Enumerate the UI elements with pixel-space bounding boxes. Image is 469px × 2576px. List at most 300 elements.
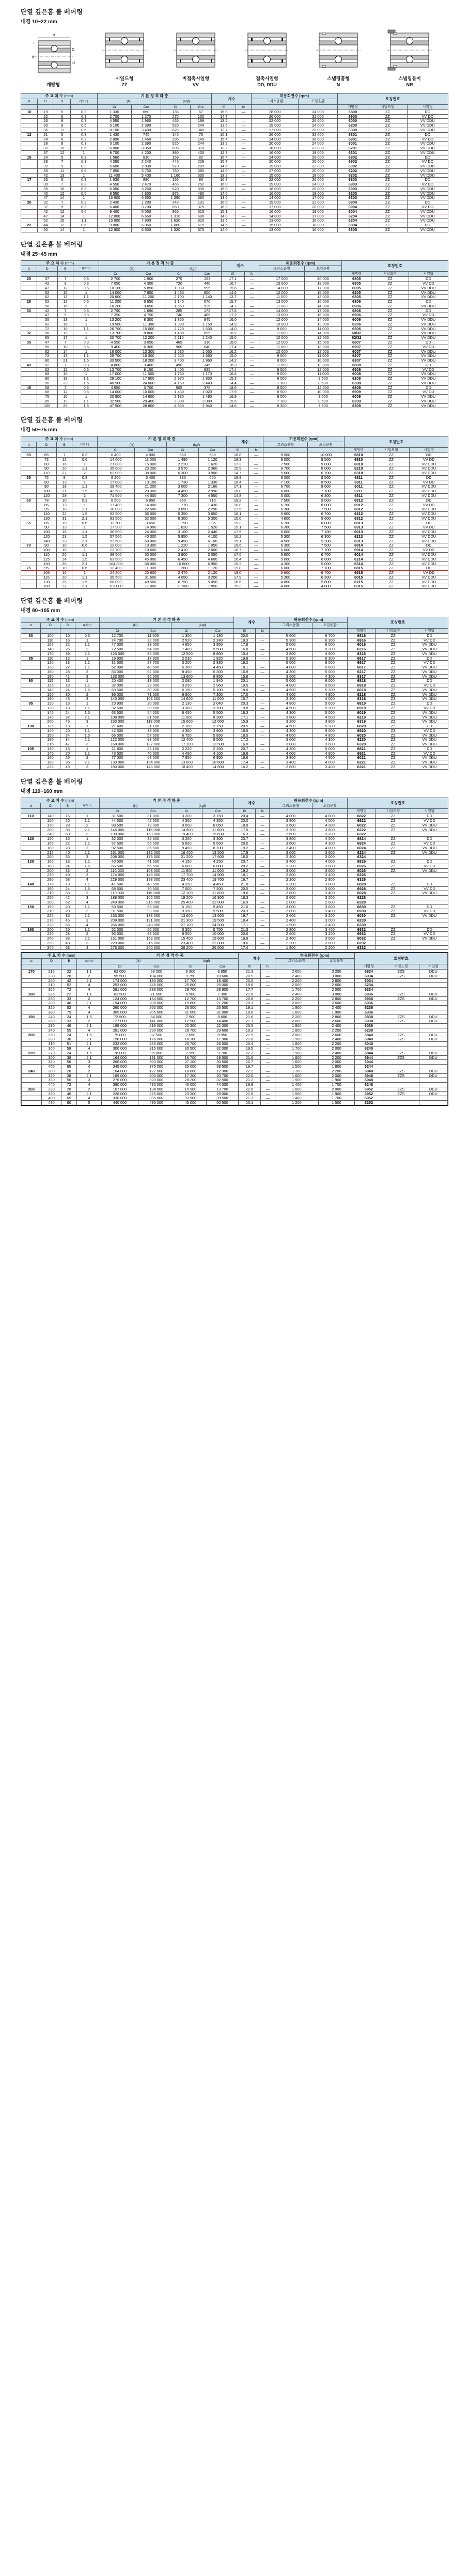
cell-d (21, 457, 37, 462)
cell-code-shield: ZZ (376, 715, 411, 720)
diagram-caption (116, 75, 134, 88)
cell-f0: 14.7 (226, 471, 249, 476)
cell-rpm-oil: 6 000 (312, 679, 347, 683)
cell-r: 0.3 (72, 498, 98, 503)
cell-rpm-oil: 4 500 (312, 651, 347, 656)
cell-code-shield: ZZ (371, 377, 409, 381)
cell-B: 68 (60, 945, 75, 950)
cell-B: 25 (57, 580, 72, 584)
th-code-open: 개방형 (348, 628, 376, 633)
table-row (21, 494, 448, 498)
cell-r: 2 (75, 868, 99, 873)
cell-cr-kgf: 11 800 (171, 868, 202, 873)
th-Cor-kgf: Cor (193, 272, 221, 277)
cell-code-shield: ZZ (371, 395, 409, 399)
cell-d: 17 (21, 178, 38, 182)
cell-code-seal: VV DD (411, 638, 448, 643)
cell-B: 27 (57, 471, 72, 476)
cell-cr-kgf: 28 700 (175, 1028, 207, 1033)
table-row (22, 1001, 448, 1006)
cell-rpm-oil: 5 600 (312, 701, 347, 706)
cell-cor-n: 19 200 (132, 358, 165, 363)
cell-D: 170 (40, 823, 60, 828)
cell-fc: — (249, 552, 263, 557)
cell-code-seal (411, 918, 448, 923)
cell-cr-n: 83 000 (100, 669, 135, 674)
cell-code-seal: VV DDU (409, 322, 448, 326)
cell-fc: — (256, 936, 270, 941)
cell-cor-kgf: 670 (193, 300, 221, 304)
cell-code-open: 6313 (344, 539, 373, 543)
table-body (21, 633, 448, 769)
cell-cor-n: 56 500 (135, 927, 171, 932)
cell-code-shield: ZZS (383, 1014, 419, 1019)
cell-code-shield: ZZ (368, 160, 407, 164)
cell-f0: 17.1 (233, 715, 255, 720)
cell-f0: 18.8 (233, 823, 255, 828)
cell-r: 1.5 (72, 557, 98, 561)
th-load-kgf: (kgf) (171, 803, 233, 809)
cell-D: 165 (40, 841, 60, 846)
cell-rpm-grease: 5 300 (263, 575, 308, 580)
cell-fc: — (244, 395, 259, 399)
cell-code-seal: VV DDU (407, 119, 448, 123)
cell-B: 7 (57, 340, 73, 345)
cell-f0: 17.9 (226, 530, 249, 535)
cell-B: 22 (61, 992, 77, 996)
cell-cr-kgf: 23 400 (171, 941, 202, 945)
section-subtitle: 내경 110~160 mm (21, 788, 63, 794)
cell-code-shield: ZZ (371, 308, 409, 313)
cell-d (21, 580, 37, 584)
cell-fc: — (249, 580, 263, 584)
cell-code-open: 6234 (354, 983, 383, 988)
cell-d: 150 (21, 904, 41, 909)
cell-cor-n: 21 100 (135, 724, 171, 729)
cell-code-open: 6306 (342, 326, 371, 331)
table-row (21, 128, 448, 133)
cell-D: 72 (36, 457, 56, 462)
cell-cor-n: 68 000 (135, 756, 171, 760)
cell-f0: 16.0 (221, 318, 244, 322)
cell-fc: — (244, 290, 259, 295)
th-blank-3 (60, 628, 75, 633)
cell-code-shield: ZZ (368, 168, 407, 173)
cell-B: 32 (60, 715, 75, 720)
cell-cor-n: 43 500 (135, 665, 171, 670)
cell-r: 1.1 (72, 530, 98, 535)
cell-d (21, 936, 41, 941)
cell-cr-kgf: 40 000 (175, 1083, 207, 1087)
cell-d (21, 186, 38, 191)
cell-fc: — (249, 498, 263, 503)
cell-fc: — (256, 923, 270, 927)
cell-code-open: 6318 (348, 697, 376, 701)
cell-code-open: 6003 (337, 186, 368, 191)
cell-d (21, 764, 41, 769)
cell-cor-kgf: 485 (193, 313, 221, 318)
cell-cor-kgf: 1 490 (193, 395, 221, 399)
cell-cor-kgf: 28 900 (207, 988, 239, 992)
cell-f0: 20.1 (238, 1101, 260, 1105)
th-group-codes: 호칭번호 (344, 436, 448, 448)
th-Cor-n: Cor (138, 964, 175, 969)
cell-code-open: 6222 (348, 828, 376, 832)
cell-cor-kgf: 3 650 (199, 512, 226, 517)
cell-fc: — (236, 200, 252, 205)
cell-cr-kgf: 1 490 (167, 457, 199, 462)
cell-r: 0.3 (73, 282, 99, 286)
section-5 (0, 952, 469, 1106)
cell-f0: 20.5 (233, 724, 255, 729)
cell-code-open: 6018 (348, 688, 376, 692)
cell-B: 33 (61, 996, 77, 1001)
cell-cr-n: 146 000 (100, 828, 135, 832)
cell-D: 62 (37, 295, 57, 300)
cell-cor-n: 7 900 (132, 218, 161, 223)
cell-D: 300 (41, 1069, 61, 1073)
cell-code-open: 6803 (337, 178, 368, 182)
cell-code-seal (419, 1047, 447, 1051)
cell-rpm-oil: 8 000 (308, 503, 345, 507)
cell-f0: 21.3 (238, 1096, 260, 1101)
cell-rpm-oil: 2 600 (319, 1033, 355, 1037)
diagram-caption-line1: 시일드형 (115, 76, 134, 81)
cell-f0: 15.3 (221, 377, 244, 381)
cell-cor-n: 118 000 (135, 720, 171, 724)
table-row (21, 110, 448, 114)
cell-B: 12 (54, 150, 70, 155)
cell-code-shield: ZZ (371, 340, 409, 345)
cell-rpm-grease: 2 200 (275, 1014, 318, 1019)
cell-cr-kgf: 1 390 (161, 196, 190, 200)
cell-cor-kgf: 13 700 (207, 996, 239, 1001)
cell-code-shield: ZZS (383, 1051, 419, 1055)
cell-rpm-grease: 3 200 (270, 720, 312, 724)
cell-B: 18 (57, 507, 72, 512)
cell-B: 9 (57, 282, 73, 286)
cell-d (21, 886, 41, 891)
cell-cr-n: 2 430 (97, 200, 132, 205)
cell-code-shield: ZZ (376, 661, 411, 665)
cell-code-shield: ZZ (376, 665, 411, 670)
cell-d (21, 399, 37, 403)
table-row (22, 1010, 448, 1014)
th-group-codes: 호칭번호 (354, 953, 447, 964)
cell-D: 72 (37, 354, 57, 358)
cell-rpm-oil: 4 800 (312, 733, 347, 738)
cell-code-shield: ZZ (373, 507, 410, 512)
cell-code-shield (383, 1024, 419, 1028)
cell-B: 20 (60, 751, 75, 756)
cell-cr-kgf: 740 (165, 313, 193, 318)
cell-code-shield: ZZ (371, 403, 409, 408)
cell-cr-kgf: 25 400 (171, 900, 202, 904)
cell-d (21, 282, 37, 286)
cell-d (21, 643, 41, 647)
cell-rpm-oil: 3 600 (312, 868, 347, 873)
cell-cor-n: 27 700 (135, 661, 171, 665)
cell-B: 33 (60, 868, 75, 873)
cell-d (21, 304, 37, 308)
table-row (21, 557, 448, 561)
cell-fc: — (256, 679, 270, 683)
cell-code-shield (383, 1101, 419, 1105)
cell-fc: — (249, 561, 263, 566)
cell-rpm-grease: 14 000 (259, 308, 305, 313)
cell-D: 150 (36, 561, 56, 566)
cell-B: 38 (61, 1037, 77, 1042)
table-row (22, 1014, 448, 1019)
cell-cor-kgf: 131 (190, 200, 212, 205)
cell-code-shield: ZZ (376, 706, 411, 711)
cell-d (21, 182, 38, 187)
cell-cor-n: 96 500 (135, 674, 171, 679)
cell-cr-kgf: 3 050 (167, 507, 199, 512)
cell-rpm-oil: 22 000 (299, 146, 337, 151)
cell-cor-kgf: 310 (193, 340, 221, 345)
cell-B: 12 (54, 209, 70, 214)
cell-cor-kgf: 1 830 (193, 377, 221, 381)
cell-code-open: 6213 (344, 534, 373, 539)
cell-cr-kgf: 2 130 (171, 701, 202, 706)
cell-fc: — (256, 751, 270, 756)
cell-cr-kgf: 11 000 (171, 715, 202, 720)
cell-cr-kgf: 5 150 (171, 904, 202, 909)
th-Cor-kgf: Cor (202, 628, 233, 633)
cell-fc: — (256, 882, 270, 886)
cell-f0: 14.6 (221, 290, 244, 295)
cell-code-shield (376, 945, 411, 950)
cell-cor-kgf: 32 000 (207, 1047, 239, 1051)
cell-B: 16 (60, 837, 75, 841)
cell-r: 1.1 (75, 728, 99, 733)
cell-cor-kgf: 430 (190, 150, 212, 155)
cell-cr-n: 6 800 (97, 146, 132, 151)
cell-rpm-oil: 2 800 (312, 941, 347, 945)
cell-fc: — (256, 914, 270, 918)
cell-rpm-oil: 2 600 (319, 1001, 355, 1006)
th-blank-2 (36, 448, 56, 453)
cell-r: 1 (73, 372, 99, 377)
cell-code-shield: ZZ (376, 697, 411, 701)
cell-r: 0.6 (73, 345, 99, 349)
cell-rpm-oil: 17 000 (304, 286, 341, 290)
cell-D: 95 (36, 507, 56, 512)
cell-fc: — (244, 340, 259, 345)
cell-rpm-oil: 5 300 (312, 647, 347, 652)
cell-rpm-grease: 7 100 (263, 480, 308, 485)
cell-cor-kgf: 385 (190, 168, 212, 173)
cell-code-seal: VV DDU (411, 891, 448, 896)
cell-cr-kgf: 16 400 (171, 850, 202, 855)
cell-code-seal: VV DDU (411, 715, 448, 720)
cell-cr-n: 266 000 (100, 923, 135, 927)
cell-d: 32 (21, 331, 37, 336)
cell-code-seal: VV DD (409, 345, 448, 349)
th-d: d (21, 803, 41, 809)
cell-code-shield (383, 1010, 419, 1014)
cell-code-shield: ZZ (373, 539, 410, 543)
cell-cor-n: 240 000 (135, 923, 171, 927)
cell-r: 1.1 (75, 904, 99, 909)
table-row (21, 751, 448, 756)
cell-code-seal: VV DDU (410, 485, 448, 489)
cell-code-open: 6800 (337, 110, 368, 114)
cell-rpm-oil: 6 700 (308, 552, 345, 557)
bearing-spec-table (21, 260, 448, 409)
cell-r: 0.3 (73, 363, 99, 367)
table-row (21, 764, 448, 769)
cell-r: 1 (72, 462, 98, 466)
table-row (21, 900, 448, 904)
cell-code-seal: VV DDU (411, 674, 448, 679)
cell-f0: 14.6 (221, 403, 244, 408)
cell-B: 16 (57, 304, 73, 308)
section-1 (0, 240, 469, 409)
table-row (21, 918, 448, 923)
cell-f0: 16.5 (233, 855, 255, 860)
cell-code-seal: VV DDU (407, 164, 448, 169)
cell-cr-n: 119 000 (100, 891, 135, 896)
cell-cr-n: 25 700 (99, 354, 132, 358)
cell-B: 20 (60, 927, 75, 932)
cell-cor-kgf: 595 (193, 286, 221, 290)
cell-f0: 20.5 (238, 1024, 260, 1028)
cell-rpm-oil: 4 800 (312, 751, 347, 756)
cell-rpm-grease: 1 400 (275, 1096, 318, 1101)
cell-f0: 15.9 (226, 466, 249, 471)
th-d: d (21, 622, 41, 628)
cell-f0: 12.7 (212, 128, 236, 133)
cell-f0: 20.1 (238, 1001, 260, 1006)
cell-d (21, 512, 37, 517)
cell-code-open: 6936 (354, 996, 383, 1001)
th-group-codes: 호칭번호 (337, 93, 448, 105)
cell-cor-n: 45 000 (134, 557, 166, 561)
cell-cr-kgf: 10 600 (167, 561, 199, 566)
cell-rpm-oil: 9 500 (308, 475, 345, 480)
cell-cr-kgf: 2 410 (167, 548, 199, 553)
cell-rpm-grease: 1 900 (275, 1006, 318, 1010)
cell-rpm-grease: 2 000 (275, 983, 318, 988)
cell-cr-n: 15 900 (97, 218, 132, 223)
cell-fc: — (256, 656, 270, 661)
table-row (21, 697, 448, 701)
cell-D: 270 (40, 918, 60, 923)
cell-code-seal: VV DDU (410, 561, 448, 566)
cell-cr-n: 19 500 (99, 322, 132, 326)
cell-D: 100 (40, 633, 60, 638)
cell-B: 13 (57, 318, 73, 322)
cell-d (21, 227, 38, 232)
cell-B: 24 (60, 733, 75, 738)
cell-cr-kgf: 3 900 (167, 552, 199, 557)
cell-rpm-grease: 1 500 (275, 1065, 318, 1069)
cell-code-seal (419, 1101, 447, 1105)
bearing-spec-table (21, 617, 448, 770)
cell-code-seal: DD (411, 860, 448, 864)
cell-D: 225 (41, 992, 61, 996)
cell-f0: 14.4 (221, 381, 244, 385)
cell-B: 72 (61, 988, 77, 992)
cell-cr-kgf: 7 500 (175, 1014, 207, 1019)
cell-code-open: 6321 (348, 764, 376, 769)
cell-code-seal (419, 1042, 447, 1047)
th-group-rpm: 허용회전수 (rpm) (270, 617, 348, 623)
cell-code-open: 6240 (354, 1047, 383, 1051)
cell-D: 210 (40, 909, 60, 914)
cell-rpm-grease: 3 000 (270, 904, 312, 909)
cell-f0: 16.9 (233, 900, 255, 904)
cell-rpm-oil: 2 200 (319, 1055, 355, 1060)
cell-cr-n: 4 350 (97, 160, 132, 164)
cell-code-shield: ZZ (371, 277, 409, 282)
cell-cor-kgf: 3 200 (199, 575, 226, 580)
cell-r: 0.3 (70, 182, 97, 187)
cell-D: 150 (40, 819, 60, 823)
cell-rpm-grease: 5 300 (270, 638, 312, 643)
cell-fc: — (256, 864, 270, 868)
cell-r: 1.1 (76, 992, 101, 996)
cell-cr-kgf: 1 430 (165, 390, 193, 395)
cell-code-shield: ZZ (368, 191, 407, 196)
cell-D: 62 (37, 349, 57, 354)
cell-code-shield: ZZ (376, 914, 411, 918)
cell-code-shield: ZZ (371, 349, 409, 354)
cell-code-seal (411, 945, 448, 950)
diagram-caption (256, 75, 278, 88)
cell-D: 55 (37, 318, 57, 322)
cell-rpm-oil: 6 000 (312, 661, 347, 665)
cell-fc: — (236, 142, 252, 146)
cell-rpm-grease: 4 000 (270, 814, 312, 819)
cell-code-open: 6806 (342, 308, 371, 313)
cell-fc: — (236, 196, 252, 200)
cell-code-shield: ZZ (371, 358, 409, 363)
cell-B: 65 (61, 1096, 77, 1101)
cell-B: 11 (54, 128, 70, 133)
cell-B: 15 (57, 290, 73, 295)
cell-fc: — (249, 516, 263, 521)
cell-cr-n: 38 500 (97, 552, 134, 557)
table-row (22, 988, 448, 992)
th-group-dims: 주 요 치 수 (mm) (21, 260, 99, 266)
cell-cr-kgf: 650 (167, 453, 199, 458)
cell-rpm-oil: 2 000 (319, 1047, 355, 1051)
cell-code-seal: VV DD (410, 525, 448, 530)
cell-rpm-grease: 4 800 (270, 701, 312, 706)
cell-r: 2 (76, 1087, 101, 1091)
table-row (21, 760, 448, 765)
cell-cr-n: 63 500 (97, 557, 134, 561)
cell-cr-kgf: 2 130 (165, 395, 193, 399)
cell-cor-n: 104 000 (138, 974, 175, 978)
cell-code-seal (419, 1001, 447, 1006)
th-blank-3 (57, 272, 73, 277)
cell-D: 75 (37, 395, 57, 399)
cell-rpm-oil: 2 400 (319, 1024, 355, 1028)
cell-f0: 15.4 (212, 137, 236, 142)
cell-D: 58 (37, 304, 57, 308)
cell-rpm-grease: 3 400 (270, 860, 312, 864)
cell-B: 16 (57, 571, 72, 575)
cell-f0: 21.0 (238, 1037, 260, 1042)
th-group-coef: 계수 (233, 798, 270, 809)
cell-B: 51 (61, 1042, 77, 1047)
cell-cor-n: 1 280 (132, 200, 161, 205)
cell-r: 2.1 (75, 914, 99, 918)
